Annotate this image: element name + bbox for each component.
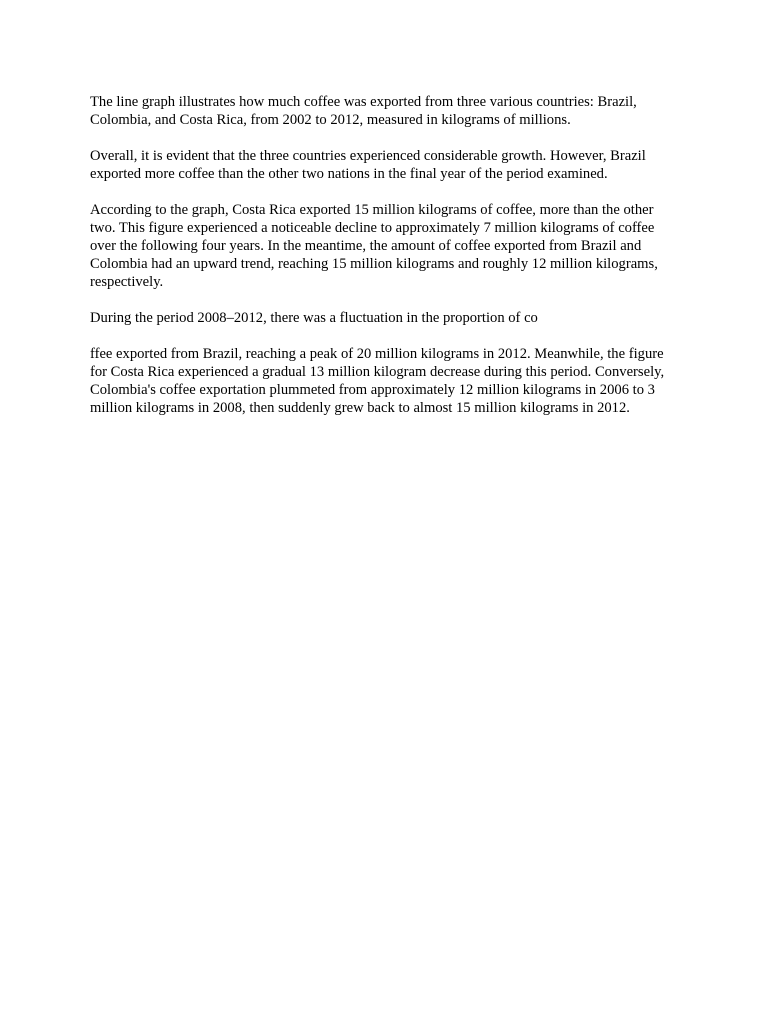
document-body bbox=[90, 93, 680, 435]
paragraph-body-2a: During the period 2008–2012, there was a fluctuation in the proportion of co bbox=[90, 310, 538, 326]
paragraph-body-2b: ffee exported from Brazil, reaching a peak of 20 million kilograms in 2012. Meanwhile, the figure for Costa Rica experienced a gradual 13 million kilogram decrease during this period. Conversely, Colombia's coffee exportation plummeted from approximately 12 million kilograms in 2006 to 3 million kilograms in 2008, then suddenly grew back to almost 15 million kilograms in 2012. bbox=[90, 346, 665, 416]
paragraph-body-1: According to the graph, Costa Rica exported 15 million kilograms of coffee, more than the other two. This figure experienced a noticeable decline to approximately 7 million kilograms of coffee over the following four years. In the meantime, the amount of coffee exported from Brazil and Colombia had an upward trend, reaching 15 million kilograms and roughly 12 million kilograms, respectively. bbox=[90, 202, 658, 290]
paragraph-intro: The line graph illustrates how much coffee was exported from three various countries: Brazil, Colombia, and Costa Rica, from 2002 to 2012, measured in kilograms of millions. bbox=[90, 94, 637, 128]
paragraph-overview: Overall, it is evident that the three countries experienced considerable growth. However, Brazil exported more coffee than the other two nations in the final year of the period examined. bbox=[90, 148, 646, 182]
